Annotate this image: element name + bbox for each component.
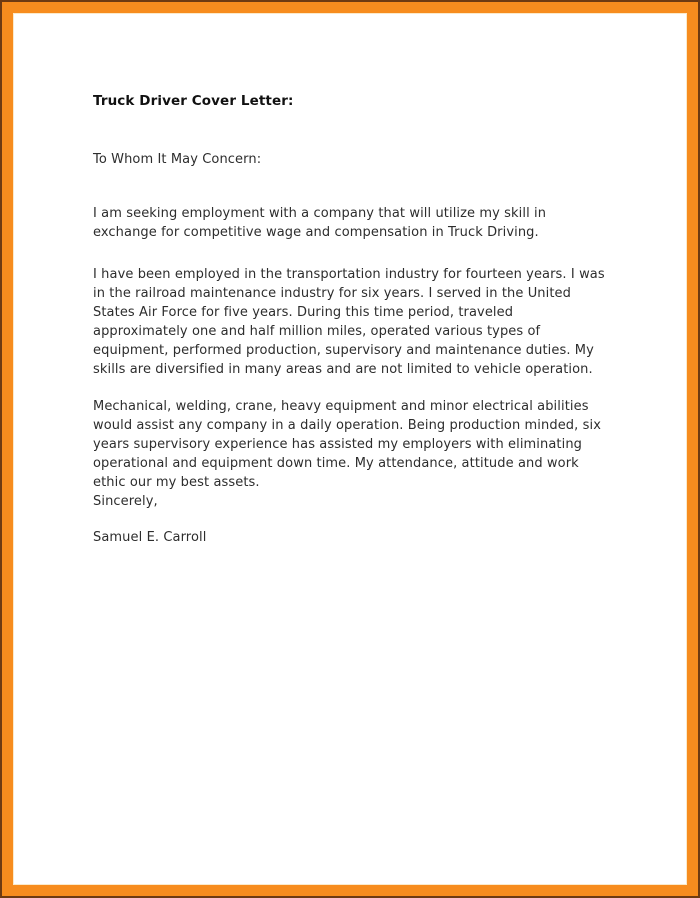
letter-title: Truck Driver Cover Letter:: [93, 93, 294, 109]
orange-frame-border: [2, 2, 698, 896]
letter-paragraph-intro: I am seeking employment with a company that will utilize my skill in exchange for competitive wage and compensation in Truck Driving.: [93, 206, 547, 240]
letter-salutation: To Whom It May Concern:: [93, 152, 262, 167]
letter-content: [13, 13, 687, 547]
letter-paragraph-experience: I have been employed in the transportation industry for fourteen years. I was in the railroad maintenance industry for six years. I served in the United States Air Force for five years. During this time period, traveled approximately one and half million miles, operated various types of equipment, performed production, supervisory and maintenance duties. My skills are diversified in many areas and are not limited to vehicle operation.: [93, 267, 605, 377]
letter-closing: Sincerely,: [93, 494, 158, 509]
letter-signature: Samuel E. Carroll: [93, 530, 207, 545]
letter-paragraph-skills: Mechanical, welding, crane, heavy equipment and minor electrical abilities would assist any company in a daily operation. Being production minded, six years supervisory experience has assisted my employers with eliminating operational and equipment down time. My attendance, attitude and work ethic our my best assets.: [93, 399, 602, 490]
